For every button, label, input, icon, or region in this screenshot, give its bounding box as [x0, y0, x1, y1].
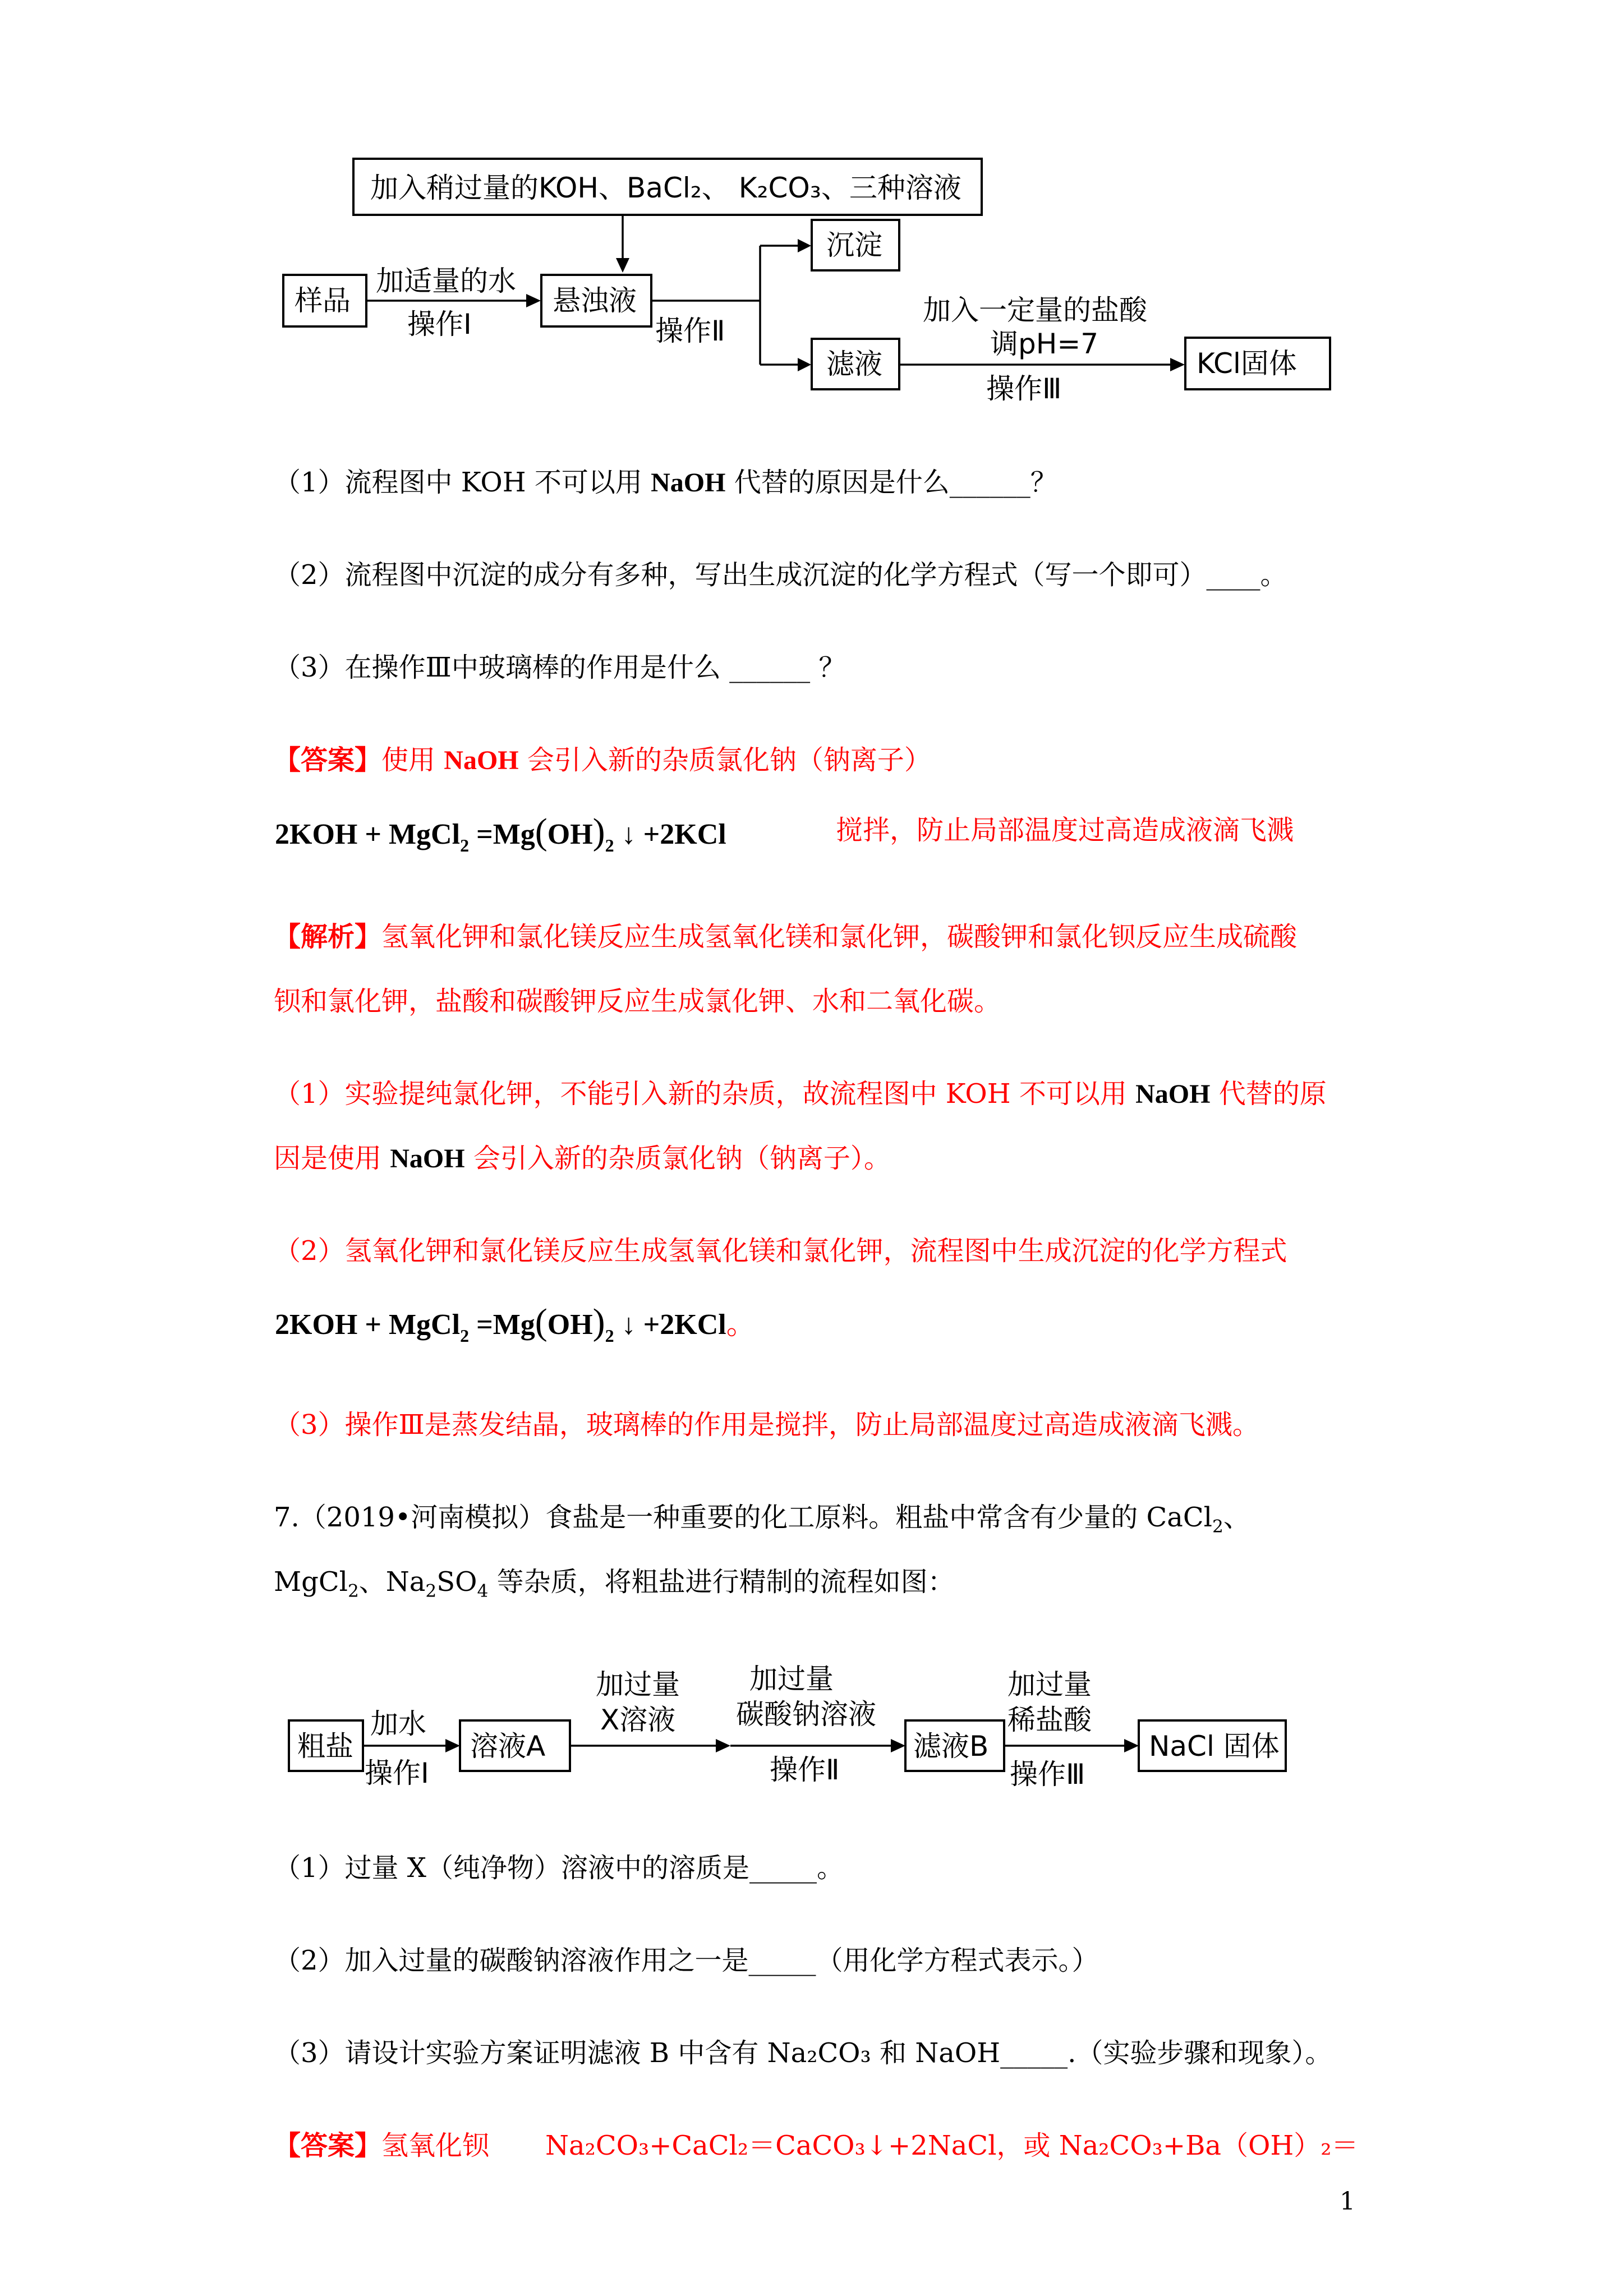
q7-sub2: 2	[347, 1581, 359, 1602]
q7-sub3: 2	[425, 1581, 437, 1602]
eq2-eq: =Mg	[469, 1309, 535, 1341]
q6-analysis-line2: 钡和氯化钾，盐酸和碳酸钾反应生成氯化钾、水和二氧化碳。	[274, 986, 1001, 1017]
q7-question-2: （2）加入过量的碳酸钠溶液作用之一是_____（用化学方程式表示。）	[274, 1945, 1099, 1976]
flow2-text-op1-top: 加水	[370, 1708, 426, 1740]
flow2-text-crude: 粗盐	[297, 1730, 353, 1763]
q6-question-3: （3）在操作Ⅲ中玻璃棒的作用是什么 ______ ？	[274, 652, 846, 683]
q7-so: SO	[436, 1566, 477, 1598]
q7-answer-t1: 氢氧化钡	[381, 2130, 490, 2161]
q7-question-3: （3）请设计实验方案证明滤液 B 中含有 Na₂CO₃ 和 NaOH_____.（实验步骤和现象）。	[274, 2037, 1332, 2069]
q7-mgcl: MgCl	[274, 1566, 348, 1598]
q7-sub4: 4	[477, 1581, 489, 1602]
flowchart-nacl	[269, 1649, 1301, 1818]
q6-p1-naoh: NaOH	[1135, 1079, 1211, 1109]
q6-q1-suffix: 代替的原因是什么______？	[725, 467, 1057, 498]
flow2-text-x-top2: X溶液	[600, 1704, 676, 1736]
flow-text-op1-bottom: 操作Ⅰ	[407, 308, 472, 341]
flow2-text-filtB: 滤液B	[913, 1730, 989, 1763]
q6-equation-2	[275, 1300, 756, 1346]
flow-text-reagents: 加入稍过量的KOH、BaCl₂、 K₂CO₃、三种溶液	[370, 172, 961, 204]
flow2-text-na-top1: 加过量	[749, 1663, 834, 1695]
eq2-right: ↓ +2KCl	[614, 1309, 726, 1341]
eq2-period: 。	[726, 1309, 756, 1341]
q6-analysis-line1	[274, 920, 1297, 954]
eq2-left: 2KOH + MgCl	[275, 1309, 461, 1341]
q6-analysis-text1: 氢氧化钾和氯化镁反应生成氢氧化镁和氯化钾，碳酸钾和氯化钡反应生成硫酸	[381, 921, 1298, 953]
q7-intro-line1	[274, 1501, 1250, 1544]
flowchart-kcl	[269, 140, 1346, 409]
eq2-oh: OH	[547, 1309, 593, 1341]
q7-na: 、Na	[358, 1566, 426, 1598]
eq1-rparen: )	[592, 811, 605, 852]
q6-question-2: （2）流程图中沉淀的成分有多种，写出生成沉淀的化学方程式（写一个即可）____。	[274, 559, 1287, 591]
eq1-sub: 2	[460, 835, 470, 855]
q6-analysis-p2: （2）氢氧化钾和氯化镁反应生成氢氧化镁和氯化钾，流程图中生成沉淀的化学方程式	[274, 1235, 1287, 1267]
flow2-text-product: NaCl 固体	[1149, 1730, 1280, 1763]
flow-text-op3-top1: 加入一定量的盐酸	[923, 294, 1147, 326]
q6-equation-1	[275, 811, 726, 853]
flow2-text-op2: 操作Ⅱ	[770, 1754, 840, 1786]
flow-text-sample: 样品	[295, 284, 351, 317]
q6-p1l2-naoh: NaOH	[390, 1144, 465, 1174]
q7-question-1: （1）过量 X（纯净物）溶液中的溶质是_____。	[274, 1852, 844, 1884]
q6-p1l2-suffix: 会引入新的杂质氯化钠（钠离子）。	[464, 1143, 891, 1174]
q6-p1l2-prefix: 因是使用	[274, 1143, 390, 1174]
q6-answer-t2: 会引入新的杂质氯化钠（钠离子）	[518, 744, 931, 776]
page-number: 1	[1340, 2187, 1355, 2216]
flow-text-op3-bottom: 操作Ⅲ	[986, 372, 1062, 405]
flow-text-suspension: 悬浊液	[553, 284, 637, 317]
flow-text-precipitate: 沉淀	[826, 229, 882, 261]
q7-answer-eq: Na₂CO₃+CaCl₂＝CaCO₃↓+2NaCl，或 Na₂CO₃+Ba（OH）₂＝	[545, 2130, 1359, 2161]
q6-analysis-p3: （3）操作Ⅲ是蒸发结晶，玻璃棒的作用是搅拌，防止局部温度过高造成液滴飞溅。	[274, 1409, 1259, 1441]
eq2-sub2: 2	[605, 1326, 614, 1346]
q6-analysis-p1-line2	[274, 1142, 891, 1176]
q6-q1-prefix: （1）流程图中 KOH 不可以用	[274, 467, 651, 498]
q6-p1-suffix: 代替的原	[1210, 1078, 1327, 1110]
q6-question-1	[274, 466, 1057, 500]
flow-text-filtrate: 滤液	[826, 348, 882, 380]
q7-answer	[274, 2129, 1358, 2162]
q6-answer-t1: 使用	[381, 744, 444, 776]
eq1-sub2: 2	[605, 835, 614, 855]
q7-intro-sub1: 2	[1212, 1516, 1223, 1537]
q7-answer-label: 【答案】	[274, 2130, 382, 2161]
q7-intro-text1: 7.（2019•河南模拟）食盐是一种重要的化工原料。粗盐中常含有少量的 CaCl	[274, 1502, 1212, 1533]
flow2-text-op3: 操作Ⅲ	[1010, 1758, 1085, 1791]
q7-intro-line2	[274, 1565, 955, 1608]
flow2-text-hcl-top1: 加过量	[1007, 1668, 1092, 1701]
flow2-text-na-top2: 碳酸钠溶液	[736, 1698, 876, 1731]
q6-answer	[274, 743, 931, 777]
flow2-text-op1-bottom: 操作Ⅰ	[365, 1757, 429, 1789]
eq2-sub: 2	[460, 1326, 470, 1346]
q7-rest: 等杂质，将粗盐进行精制的流程如图：	[488, 1566, 955, 1598]
flow2-text-hcl-top2: 稀盐酸	[1007, 1704, 1092, 1736]
q6-answer-naoh: NaOH	[444, 746, 519, 775]
q6-p1-prefix: （1）实验提纯氯化钾，不能引入新的杂质，故流程图中 KOH 不可以用	[274, 1078, 1136, 1110]
q6-q1-naoh: NaOH	[651, 468, 726, 498]
eq1-left: 2KOH + MgCl	[275, 818, 461, 850]
eq2-lparen: (	[535, 1301, 548, 1342]
flow2-text-solA: 溶液A	[470, 1730, 546, 1763]
flow-text-op2: 操作Ⅱ	[655, 315, 725, 347]
eq1-eq: =Mg	[469, 818, 535, 850]
eq1-lparen: (	[535, 811, 548, 852]
eq2-rparen: )	[592, 1301, 605, 1342]
q6-analysis-p1-line1	[274, 1077, 1327, 1111]
q6-answer-3: 搅拌，防止局部温度过高造成液滴飞溅	[836, 815, 1294, 846]
flow-text-op1-top: 加适量的水	[376, 265, 516, 297]
flow-text-kcl: KCl固体	[1197, 347, 1297, 380]
q7-intro-sep: 、	[1223, 1502, 1250, 1533]
flow2-text-x-top1: 加过量	[596, 1668, 680, 1701]
eq1-oh: OH	[547, 818, 593, 850]
q6-analysis-label: 【解析】	[274, 921, 382, 953]
eq1-right: ↓ +2KCl	[614, 818, 726, 850]
flow-text-op3-top2: 调pH=7	[990, 328, 1099, 360]
q6-answer-label: 【答案】	[274, 744, 382, 776]
